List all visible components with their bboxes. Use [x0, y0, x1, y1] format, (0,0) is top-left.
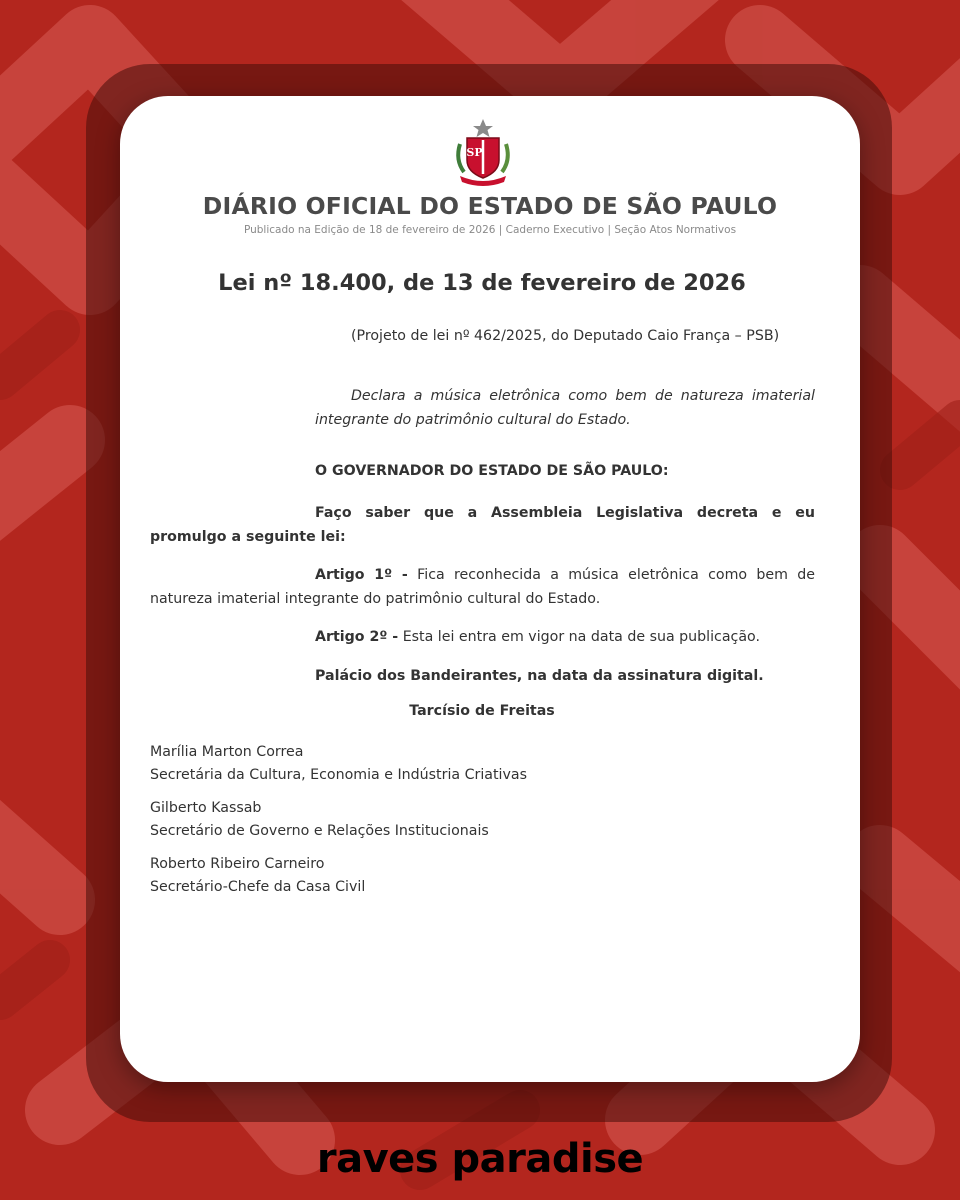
sao-paulo-coat-of-arms-icon — [452, 118, 514, 186]
official-role: Secretária da Cultura, Economia e Indústria Criativas — [150, 767, 527, 783]
law-project-reference: (Projeto de lei nº 462/2025, do Deputado Caio França – PSB) — [351, 328, 780, 344]
article-1-text: Fica reconhecida a música eletrônica como bem de natureza imaterial integrante do patrimônio cultural do Estado. — [150, 567, 816, 607]
law-title: Lei nº 18.400, de 13 de fevereiro de 2026 — [218, 270, 746, 296]
place-and-date: Palácio dos Bandeirantes, na data da assinatura digital. — [315, 668, 764, 684]
emblem-lettering: SP — [466, 146, 483, 159]
official-entry — [150, 741, 750, 787]
promulgation-paragraph: Faço saber que a Assembleia Legislativa decreta e eu promulgo a seguinte lei: — [150, 505, 815, 545]
officials-list — [150, 741, 750, 909]
governor-heading: O GOVERNADOR DO ESTADO DE SÃO PAULO: — [315, 463, 669, 479]
article-1 — [150, 563, 815, 611]
article-2-text: Esta lei entra em vigor na data de sua publicação. — [402, 629, 760, 645]
document-card — [120, 96, 860, 1082]
article-2 — [315, 625, 815, 649]
article-2-label: Artigo 2º - — [315, 629, 399, 645]
article-1-label: Artigo 1º - — [315, 567, 408, 583]
law-summary: Declara a música eletrônica como bem de natureza imaterial integrante do patrimônio cultural do Estado. — [315, 388, 815, 428]
raves-paradise-logo: raves paradise — [316, 1136, 644, 1182]
governor-signature-name: Tarcísio de Freitas — [409, 703, 555, 719]
official-role: Secretário de Governo e Relações Institucionais — [150, 823, 489, 839]
official-entry — [150, 853, 750, 899]
official-entry — [150, 797, 750, 843]
official-role: Secretário-Chefe da Casa Civil — [150, 879, 366, 895]
official-name: Gilberto Kassab — [150, 800, 262, 816]
official-name: Marília Marton Correa — [150, 744, 304, 760]
gazette-publication-info: Publicado na Edição de 18 de fevereiro de 2026 | Caderno Executivo | Seção Atos Normativos — [243, 224, 737, 236]
official-name: Roberto Ribeiro Carneiro — [150, 856, 325, 872]
gazette-title: DIÁRIO OFICIAL DO ESTADO DE SÃO PAULO — [202, 192, 778, 220]
